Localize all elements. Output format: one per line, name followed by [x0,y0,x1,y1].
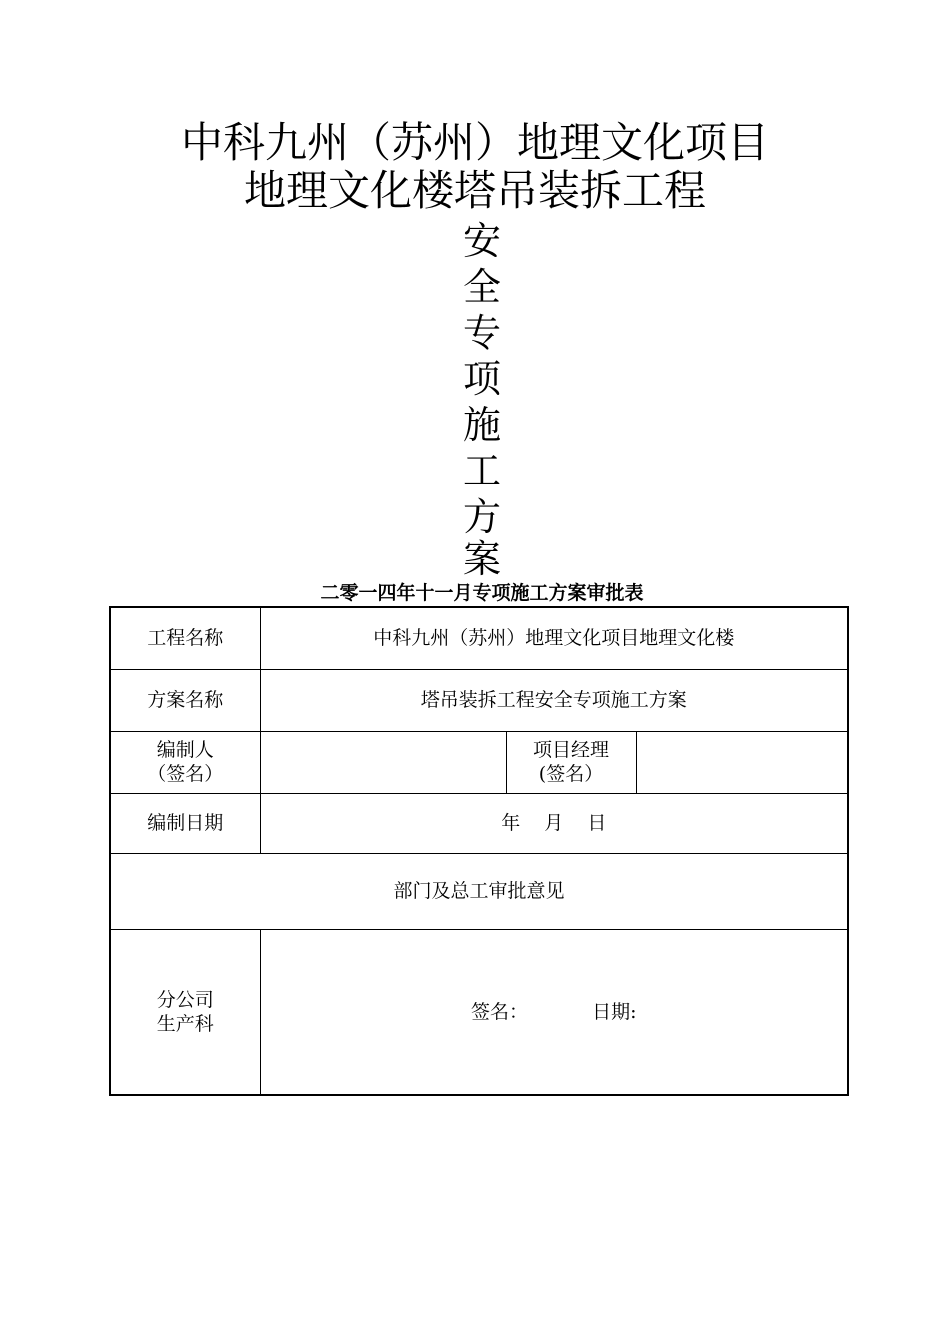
date-month-label: 月 [544,812,564,834]
approval-form-subtitle: 二零一四年十一月专项施工方案审批表 [320,582,644,604]
project-manager-label [506,731,636,793]
vertical-title-char: 专 [462,311,501,355]
department-label [110,929,260,1095]
compile-date-field[interactable] [260,793,848,853]
approval-table [109,606,849,1096]
department-label-line-2: 生产科 [156,1012,214,1035]
vertical-title-char: 工 [462,449,501,493]
compile-date-label: 编制日期 [110,793,260,853]
project-name-label: 工程名称 [110,607,260,669]
plan-name-value: 塔吊装拆工程安全专项施工方案 [260,669,848,731]
author-label-line-1: 编制人 [156,739,214,761]
author-label [110,731,260,793]
vertical-title-char: 全 [462,265,501,309]
author-signature-field[interactable] [260,731,506,793]
vertical-title-char: 方 [462,495,501,539]
vertical-title-char: 项 [462,357,501,401]
project-manager-label-line-1: 项目经理 [532,739,609,761]
department-opinion-field[interactable] [260,929,848,1095]
opinion-header: 部门及总工审批意见 [110,853,848,929]
vertical-title-char: 案 [462,537,501,581]
plan-name-label: 方案名称 [110,669,260,731]
document-title-line-1: 中科九州（苏州）地理文化项目 [180,118,769,167]
vertical-title-char: 施 [462,403,501,447]
author-label-line-2: （签名） [147,763,224,785]
department-label-line-1: 分公司 [156,988,214,1011]
signature-date-label: 日期: [592,1000,637,1023]
project-manager-label-line-2: (签名） [538,763,604,785]
date-day-label: 日 [587,812,607,834]
date-year-label: 年 [501,812,521,834]
vertical-title-char: 安 [462,219,501,263]
signature-label: 签名： [471,1000,529,1023]
project-name-value: 中科九州（苏州）地理文化项目地理文化楼 [260,607,848,669]
project-manager-signature-field[interactable] [636,731,848,793]
document-title-line-2: 地理文化楼塔吊装拆工程 [243,166,706,215]
